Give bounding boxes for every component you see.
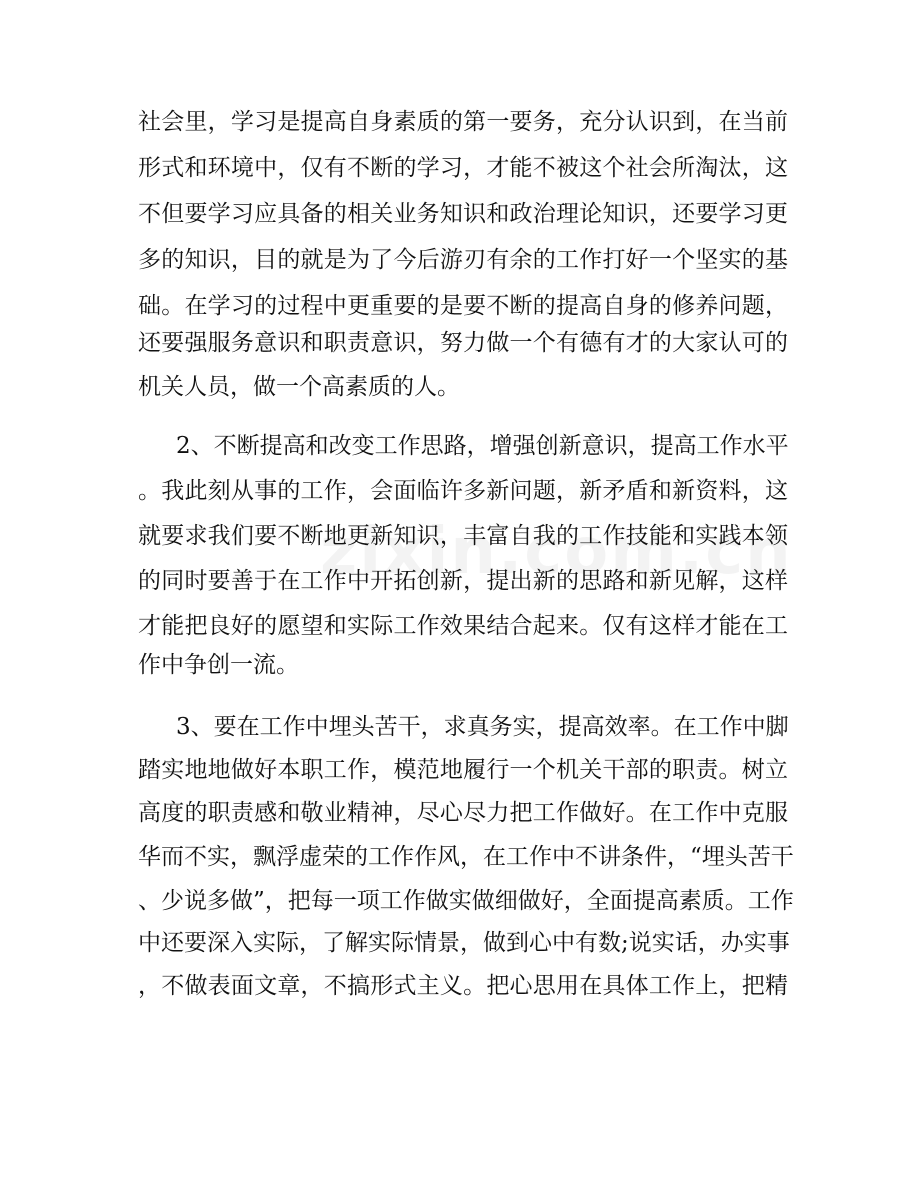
text-line: 。我此刻从事的工作，会面临许多新问题，新矛盾和新资料，这 <box>138 478 788 504</box>
text-line: 不但要学习应具备的相关业务知识和政治理论知识，还要学习更 <box>138 201 788 227</box>
text-line: 华而不实，飘浮虚荣的工作作风，在工作中不讲条件，“埋头苦干 <box>138 844 794 870</box>
text-line: 才能把良好的愿望和实际工作效果结合起来。仅有这样才能在工 <box>138 613 788 639</box>
text-line: 社会里，学习是提高自身素质的第一要务，充分认识到，在当前 <box>138 109 788 135</box>
text-line: 踏实地地做好本职工作，模范地履行一个机关干部的职责。树立 <box>138 757 788 783</box>
text-line: ，不做表面文章，不搞形式主义。把心思用在具体工作上，把精 <box>138 973 788 999</box>
text-line: 中还要深入实际，了解实际情景，做到心中有数;说实话，办实事 <box>138 930 790 956</box>
text-line: 3、要在工作中埋头苦干，求真务实，提高效率。在工作中脚 <box>176 714 789 740</box>
text-line: 多的知识，目的就是为了今后游刃有余的工作打好一个坚实的基 <box>138 247 788 273</box>
text-line: 高度的职责感和敬业精神，尽心尽力把工作做好。在工作中克服 <box>138 800 788 826</box>
text-line: 础。在学习的过程中更重要的是要不断的提高自身的修养问题， <box>138 293 788 319</box>
text-line: 还要强服务意识和职责意识，努力做一个有德有才的大家认可的 <box>138 330 788 356</box>
text-line: 形式和环境中，仅有不断的学习，才能不被这个社会所淘汰，这 <box>138 155 788 181</box>
text-line: 就要求我们要不断地更新知识，丰富自我的工作技能和实践本领 <box>138 523 788 549</box>
text-line: 2、不断提高和改变工作思路，增强创新意识，提高工作水平 <box>176 433 789 459</box>
text-line: 机关人员，做一个高素质的人。 <box>138 374 460 400</box>
text-line: 的同时要善于在工作中开拓创新，提出新的思路和新见解，这样 <box>138 568 788 594</box>
text-line: 、少说多做”，把每一项工作做实做细做好，全面提高素质。工作 <box>138 888 794 914</box>
text-line: 作中争创一流。 <box>138 652 299 678</box>
